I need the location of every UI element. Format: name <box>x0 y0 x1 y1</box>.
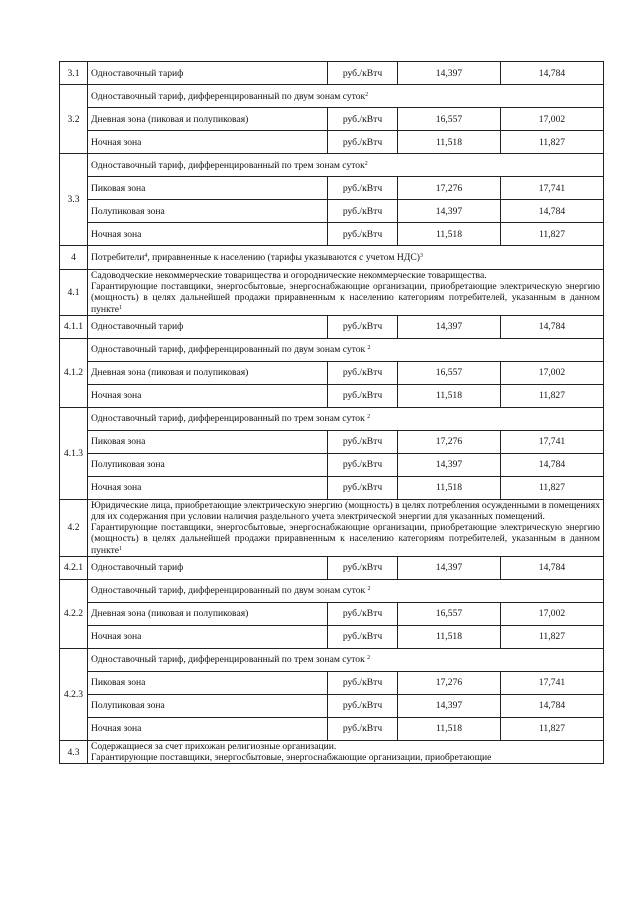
value-period-2: 11,827 <box>501 223 604 246</box>
value-period-2: 14,784 <box>501 453 604 476</box>
row-number: 4.1.3 <box>60 407 88 499</box>
description-text: Юридические лица, приобретающие электрическую энергию (мощность) в целях потребления осужденными в помещениях для их содержания при условии наличия раздельного учета электрической энергии для указанных помещений. <box>91 499 600 523</box>
value-period-1: 14,397 <box>398 453 501 476</box>
zone-row <box>60 717 604 740</box>
value-period-2: 14,784 <box>501 200 604 223</box>
subsection-header-row <box>60 85 604 108</box>
description-text: Гарантирующие поставщики, энергосбытовые, энергоснабжающие организации, приобретающие электрическую энергию (мощность) в целях дальнейшей продажи приравненным к населению категориям потребителей, указанным в данном пункте <box>91 522 600 556</box>
value-period-2: 17,002 <box>501 602 604 625</box>
unit-cell: руб./кВтч <box>328 108 398 131</box>
row-number: 4.3 <box>60 740 88 763</box>
unit-cell: руб./кВтч <box>328 384 398 407</box>
value-period-1: 14,397 <box>398 200 501 223</box>
row-number: 4.1 <box>60 270 88 316</box>
tariff-table <box>59 61 604 764</box>
value-period-1: 14,397 <box>398 315 501 338</box>
footnote-marker: 2 <box>364 160 368 167</box>
subsection-header <box>88 579 604 602</box>
row-number: 4.2.1 <box>60 556 88 579</box>
tariff-label: Дневная зона (пиковая и полупиковая) <box>88 602 328 625</box>
unit-cell: руб./кВтч <box>328 361 398 384</box>
description-row <box>60 740 604 763</box>
unit-cell: руб./кВтч <box>328 315 398 338</box>
tariff-row <box>60 556 604 579</box>
section-header-row <box>60 246 604 270</box>
zone-row <box>60 430 604 453</box>
description-text: Содержащиеся за счет прихожан религиозные организации. <box>91 740 337 752</box>
tariff-label: Дневная зона (пиковая и полупиковая) <box>88 108 328 131</box>
footnote-marker: 4 <box>144 253 148 259</box>
unit-cell: руб./кВтч <box>328 430 398 453</box>
unit-cell: руб./кВтч <box>328 671 398 694</box>
value-period-1: 11,518 <box>398 625 501 648</box>
zone-row <box>60 476 604 499</box>
tariff-label: Ночная зона <box>88 476 328 499</box>
tariff-label: Ночная зона <box>88 223 328 246</box>
value-period-2: 17,002 <box>501 361 604 384</box>
subsection-title: Одноставочный тариф, дифференцированный по двум зонам суток <box>91 90 366 102</box>
value-period-1: 11,518 <box>398 131 501 154</box>
value-period-2: 17,741 <box>501 430 604 453</box>
footnote-marker: 1 <box>119 545 123 552</box>
description-paragraph <box>91 270 600 281</box>
row-number: 4.2 <box>60 499 88 556</box>
row-number: 4 <box>60 246 88 270</box>
description-text: Гарантирующие поставщики, энергосбытовые, энергоснабжающие организации, приобретающие <box>91 752 492 764</box>
unit-cell: руб./кВтч <box>328 453 398 476</box>
value-period-2: 14,784 <box>501 556 604 579</box>
footnote-marker: 3 <box>419 253 423 259</box>
value-period-1: 11,518 <box>398 384 501 407</box>
footnote-marker: 2 <box>367 586 371 593</box>
footnote-marker: 2 <box>367 414 371 421</box>
tariff-label: Одноставочный тариф <box>88 62 328 85</box>
value-period-2: 11,827 <box>501 131 604 154</box>
row-number: 3.3 <box>60 154 88 246</box>
subsection-header-row <box>60 579 604 602</box>
subsection-title: Одноставочный тариф, дифференцированный по двум зонам суток <box>91 585 368 597</box>
description-row <box>60 499 604 556</box>
footnote-marker: 2 <box>365 91 369 98</box>
subsection-title: Одноставочный тариф, дифференцированный по трем зонам суток <box>91 654 368 666</box>
value-period-1: 14,397 <box>398 694 501 717</box>
tariff-label: Одноставочный тариф <box>88 556 328 579</box>
tariff-label: Полупиковая зона <box>88 200 328 223</box>
description-text: Гарантирующие поставщики, энергосбытовые, энергоснабжающие организации, приобретающие электрическую энергию (мощность) в целях дальнейшей продажи приравненным к населению категориям потребителей, указанным в данном пункте <box>91 281 600 315</box>
tariff-label: Полупиковая зона <box>88 694 328 717</box>
value-period-1: 16,557 <box>398 602 501 625</box>
zone-row <box>60 223 604 246</box>
subsection-header <box>88 85 604 108</box>
row-number: 4.1.2 <box>60 338 88 407</box>
value-period-1: 16,557 <box>398 361 501 384</box>
subsection-title: Одноставочный тариф, дифференцированный по двум зонам суток <box>91 344 368 356</box>
subsection-header-row <box>60 648 604 671</box>
value-period-1: 14,397 <box>398 62 501 85</box>
value-period-2: 14,784 <box>501 694 604 717</box>
tariff-label: Пиковая зона <box>88 430 328 453</box>
value-period-1: 17,276 <box>398 177 501 200</box>
unit-cell: руб./кВтч <box>328 602 398 625</box>
value-period-2: 17,002 <box>501 108 604 131</box>
zone-row <box>60 108 604 131</box>
zone-row <box>60 625 604 648</box>
value-period-2: 11,827 <box>501 717 604 740</box>
value-period-2: 14,784 <box>501 62 604 85</box>
value-period-2: 11,827 <box>501 476 604 499</box>
value-period-1: 16,557 <box>398 108 501 131</box>
subsection-title: Одноставочный тариф, дифференцированный по трем зонам суток <box>91 413 368 425</box>
unit-cell: руб./кВтч <box>328 223 398 246</box>
row-number: 3.2 <box>60 85 88 154</box>
zone-row <box>60 200 604 223</box>
footnote-marker: 2 <box>367 345 371 352</box>
unit-cell: руб./кВтч <box>328 556 398 579</box>
category-description <box>88 740 604 763</box>
section-header <box>88 246 604 270</box>
unit-cell: руб./кВтч <box>328 694 398 717</box>
unit-cell: руб./кВтч <box>328 625 398 648</box>
description-paragraph <box>91 281 600 315</box>
unit-cell: руб./кВтч <box>328 200 398 223</box>
zone-row <box>60 131 604 154</box>
description-paragraph <box>91 741 600 752</box>
unit-cell: руб./кВтч <box>328 717 398 740</box>
description-row <box>60 270 604 316</box>
value-period-1: 14,397 <box>398 556 501 579</box>
value-period-1: 11,518 <box>398 717 501 740</box>
zone-row <box>60 177 604 200</box>
footnote-marker: 2 <box>367 655 371 662</box>
tariff-label: Пиковая зона <box>88 177 328 200</box>
unit-cell: руб./кВтч <box>328 62 398 85</box>
subsection-header-row <box>60 338 604 361</box>
value-period-1: 11,518 <box>398 223 501 246</box>
zone-row <box>60 602 604 625</box>
tariff-label: Полупиковая зона <box>88 453 328 476</box>
zone-row <box>60 453 604 476</box>
description-text: Садоводческие некоммерческие товарищества и огороднические некоммерческие товарищества. <box>91 270 487 281</box>
tariff-label: Ночная зона <box>88 131 328 154</box>
section-title-part: , приравненные к населению (тарифы указываются с учетом НДС) <box>147 252 420 263</box>
tariff-label: Ночная зона <box>88 717 328 740</box>
zone-row <box>60 384 604 407</box>
document-page <box>59 61 603 764</box>
tariff-table-body <box>60 62 604 764</box>
subsection-header <box>88 407 604 430</box>
value-period-2: 11,827 <box>501 384 604 407</box>
row-number: 4.2.2 <box>60 579 88 648</box>
tariff-label: Ночная зона <box>88 625 328 648</box>
value-period-2: 17,741 <box>501 177 604 200</box>
tariff-label: Одноставочный тариф <box>88 315 328 338</box>
unit-cell: руб./кВтч <box>328 131 398 154</box>
category-description <box>88 499 604 556</box>
tariff-row <box>60 315 604 338</box>
zone-row <box>60 361 604 384</box>
footnote-marker: 1 <box>119 304 123 311</box>
subsection-header <box>88 154 604 177</box>
tariff-label: Пиковая зона <box>88 671 328 694</box>
row-number: 4.1.1 <box>60 315 88 338</box>
subsection-header-row <box>60 407 604 430</box>
unit-cell: руб./кВтч <box>328 476 398 499</box>
tariff-label: Дневная зона (пиковая и полупиковая) <box>88 361 328 384</box>
value-period-2: 17,741 <box>501 671 604 694</box>
subsection-title: Одноставочный тариф, дифференцированный по трем зонам суток <box>91 159 365 171</box>
row-number: 3.1 <box>60 62 88 85</box>
section-title-part: Потребители <box>91 252 145 263</box>
description-paragraph <box>91 500 600 522</box>
description-paragraph <box>91 522 600 556</box>
description-paragraph <box>91 752 600 763</box>
zone-row <box>60 671 604 694</box>
unit-cell: руб./кВтч <box>328 177 398 200</box>
value-period-1: 11,518 <box>398 476 501 499</box>
zone-row <box>60 694 604 717</box>
tariff-row <box>60 62 604 85</box>
row-number: 4.2.3 <box>60 648 88 740</box>
subsection-header <box>88 338 604 361</box>
value-period-2: 11,827 <box>501 625 604 648</box>
value-period-2: 14,784 <box>501 315 604 338</box>
value-period-1: 17,276 <box>398 430 501 453</box>
subsection-header <box>88 648 604 671</box>
tariff-label: Ночная зона <box>88 384 328 407</box>
value-period-1: 17,276 <box>398 671 501 694</box>
subsection-header-row <box>60 154 604 177</box>
category-description <box>88 270 604 316</box>
